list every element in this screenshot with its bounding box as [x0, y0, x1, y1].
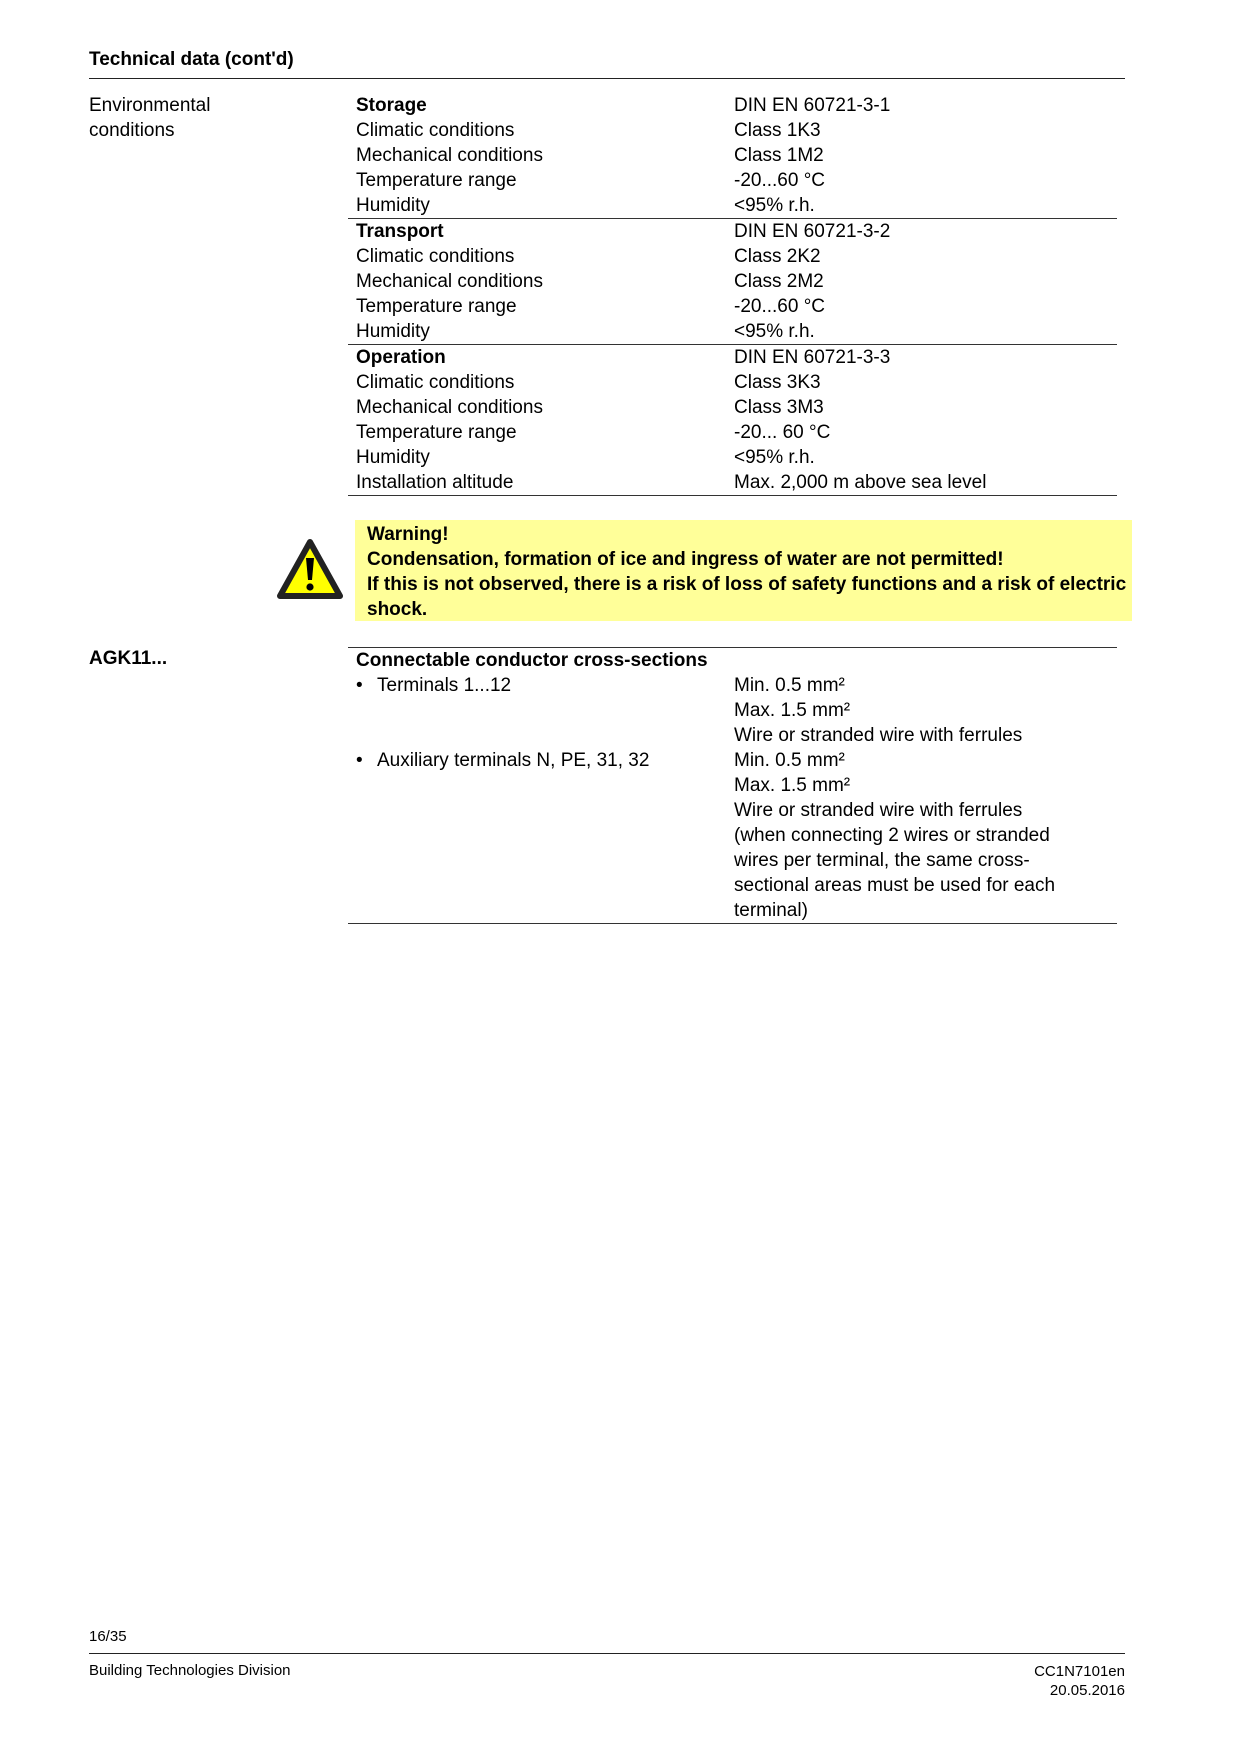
conductor-item-values	[734, 748, 1117, 923]
bullet: •	[356, 675, 363, 696]
warning-line: Condensation, formation of ice and ingress of water are not permitted!	[367, 549, 1004, 570]
row-value: Class 2M2	[734, 271, 824, 292]
row-value: Class 2K2	[734, 246, 821, 267]
row-value: <95% r.h.	[734, 195, 815, 216]
group-title: Storage	[356, 95, 427, 116]
group-title: Transport	[356, 221, 444, 242]
row-key: Climatic conditions	[356, 120, 515, 141]
table-row	[348, 269, 1117, 294]
row-key: Mechanical conditions	[356, 145, 543, 166]
warning-line: If this is not observed, there is a risk of loss of safety functions and a risk of electric shock.	[367, 574, 1127, 620]
group-storage	[348, 93, 1117, 219]
section-label-line: Environmental	[89, 95, 211, 116]
conductor-item-values	[734, 673, 1117, 748]
row-key: Humidity	[356, 321, 430, 342]
row-value: Class 1M2	[734, 145, 824, 166]
table-row	[348, 168, 1117, 193]
row-key: Installation altitude	[356, 472, 514, 493]
row-key: Mechanical conditions	[356, 271, 543, 292]
row-key: Humidity	[356, 195, 430, 216]
warning-title: Warning!	[367, 524, 449, 545]
row-value: Class 1K3	[734, 120, 821, 141]
document-id: CC1N7101en	[1034, 1663, 1125, 1680]
page-title: Technical data (cont'd)	[89, 49, 294, 70]
row-key: Climatic conditions	[356, 372, 515, 393]
value-line: sectional areas must be used for each	[734, 875, 1056, 896]
row-value: <95% r.h.	[734, 321, 815, 342]
table-row	[348, 319, 1117, 344]
bullet: •	[356, 750, 363, 771]
section-label-line: conditions	[89, 120, 175, 141]
table-row	[348, 294, 1117, 319]
value-line: Min. 0.5 mm²	[734, 675, 845, 696]
warning-box	[355, 520, 1132, 621]
section-label-agk: AGK11...	[89, 648, 168, 669]
row-key: Temperature range	[356, 170, 517, 191]
table-row	[348, 395, 1117, 420]
warning-text	[367, 522, 1127, 622]
group-title: Operation	[356, 347, 446, 368]
row-value: Class 3K3	[734, 372, 821, 393]
section-label-environmental	[89, 93, 210, 143]
group-operation	[348, 345, 1117, 496]
row-value: -20...60 °C	[734, 170, 826, 191]
conductor-item	[348, 673, 1117, 748]
table-row	[348, 445, 1117, 470]
table-row	[348, 370, 1117, 395]
table-row	[348, 244, 1117, 269]
conductor-item-label: Auxiliary terminals N, PE, 31, 32	[377, 750, 650, 771]
row-value: Class 3M3	[734, 397, 824, 418]
row-key: Mechanical conditions	[356, 397, 543, 418]
conductor-item-label: Terminals 1...12	[377, 675, 512, 696]
group-header-row	[348, 93, 1117, 118]
value-line: Wire or stranded wire with ferrules	[734, 725, 1023, 746]
table-row	[348, 470, 1117, 495]
row-key: Climatic conditions	[356, 246, 515, 267]
value-line: Wire or stranded wire with ferrules	[734, 800, 1023, 821]
header-rule	[89, 78, 1125, 79]
value-line: (when connecting 2 wires or stranded	[734, 825, 1050, 846]
conductor-title: Connectable conductor cross-sections	[356, 650, 708, 671]
table-row	[348, 193, 1117, 218]
warning-triangle-icon	[276, 538, 344, 600]
table-row	[348, 118, 1117, 143]
conductor-table	[348, 647, 1117, 924]
footer-doc-info	[1034, 1662, 1125, 1700]
footer-division: Building Technologies Division	[89, 1662, 291, 1679]
value-line: Min. 0.5 mm²	[734, 750, 845, 771]
document-date: 20.05.2016	[1049, 1682, 1125, 1699]
group-standard: DIN EN 60721-3-3	[734, 347, 891, 368]
row-value: -20...60 °C	[734, 296, 826, 317]
table-row	[348, 420, 1117, 445]
group-header-row	[348, 219, 1117, 244]
value-line: Max. 1.5 mm²	[734, 700, 851, 721]
row-key: Temperature range	[356, 296, 517, 317]
row-value: -20... 60 °C	[734, 422, 831, 443]
environmental-table	[348, 93, 1117, 496]
group-header-row	[348, 345, 1117, 370]
row-key: Temperature range	[356, 422, 517, 443]
group-standard: DIN EN 60721-3-2	[734, 221, 891, 242]
page-number: 16/35	[89, 1628, 127, 1645]
value-line: terminal)	[734, 900, 808, 921]
group-transport	[348, 219, 1117, 345]
row-value: Max. 2,000 m above sea level	[734, 472, 987, 493]
conductor-item	[348, 748, 1117, 923]
value-line: wires per terminal, the same cross-	[734, 850, 1030, 871]
value-line: Max. 1.5 mm²	[734, 775, 851, 796]
footer-rule	[89, 1653, 1125, 1654]
row-value: <95% r.h.	[734, 447, 815, 468]
table-row	[348, 143, 1117, 168]
row-key: Humidity	[356, 447, 430, 468]
group-standard: DIN EN 60721-3-1	[734, 95, 891, 116]
